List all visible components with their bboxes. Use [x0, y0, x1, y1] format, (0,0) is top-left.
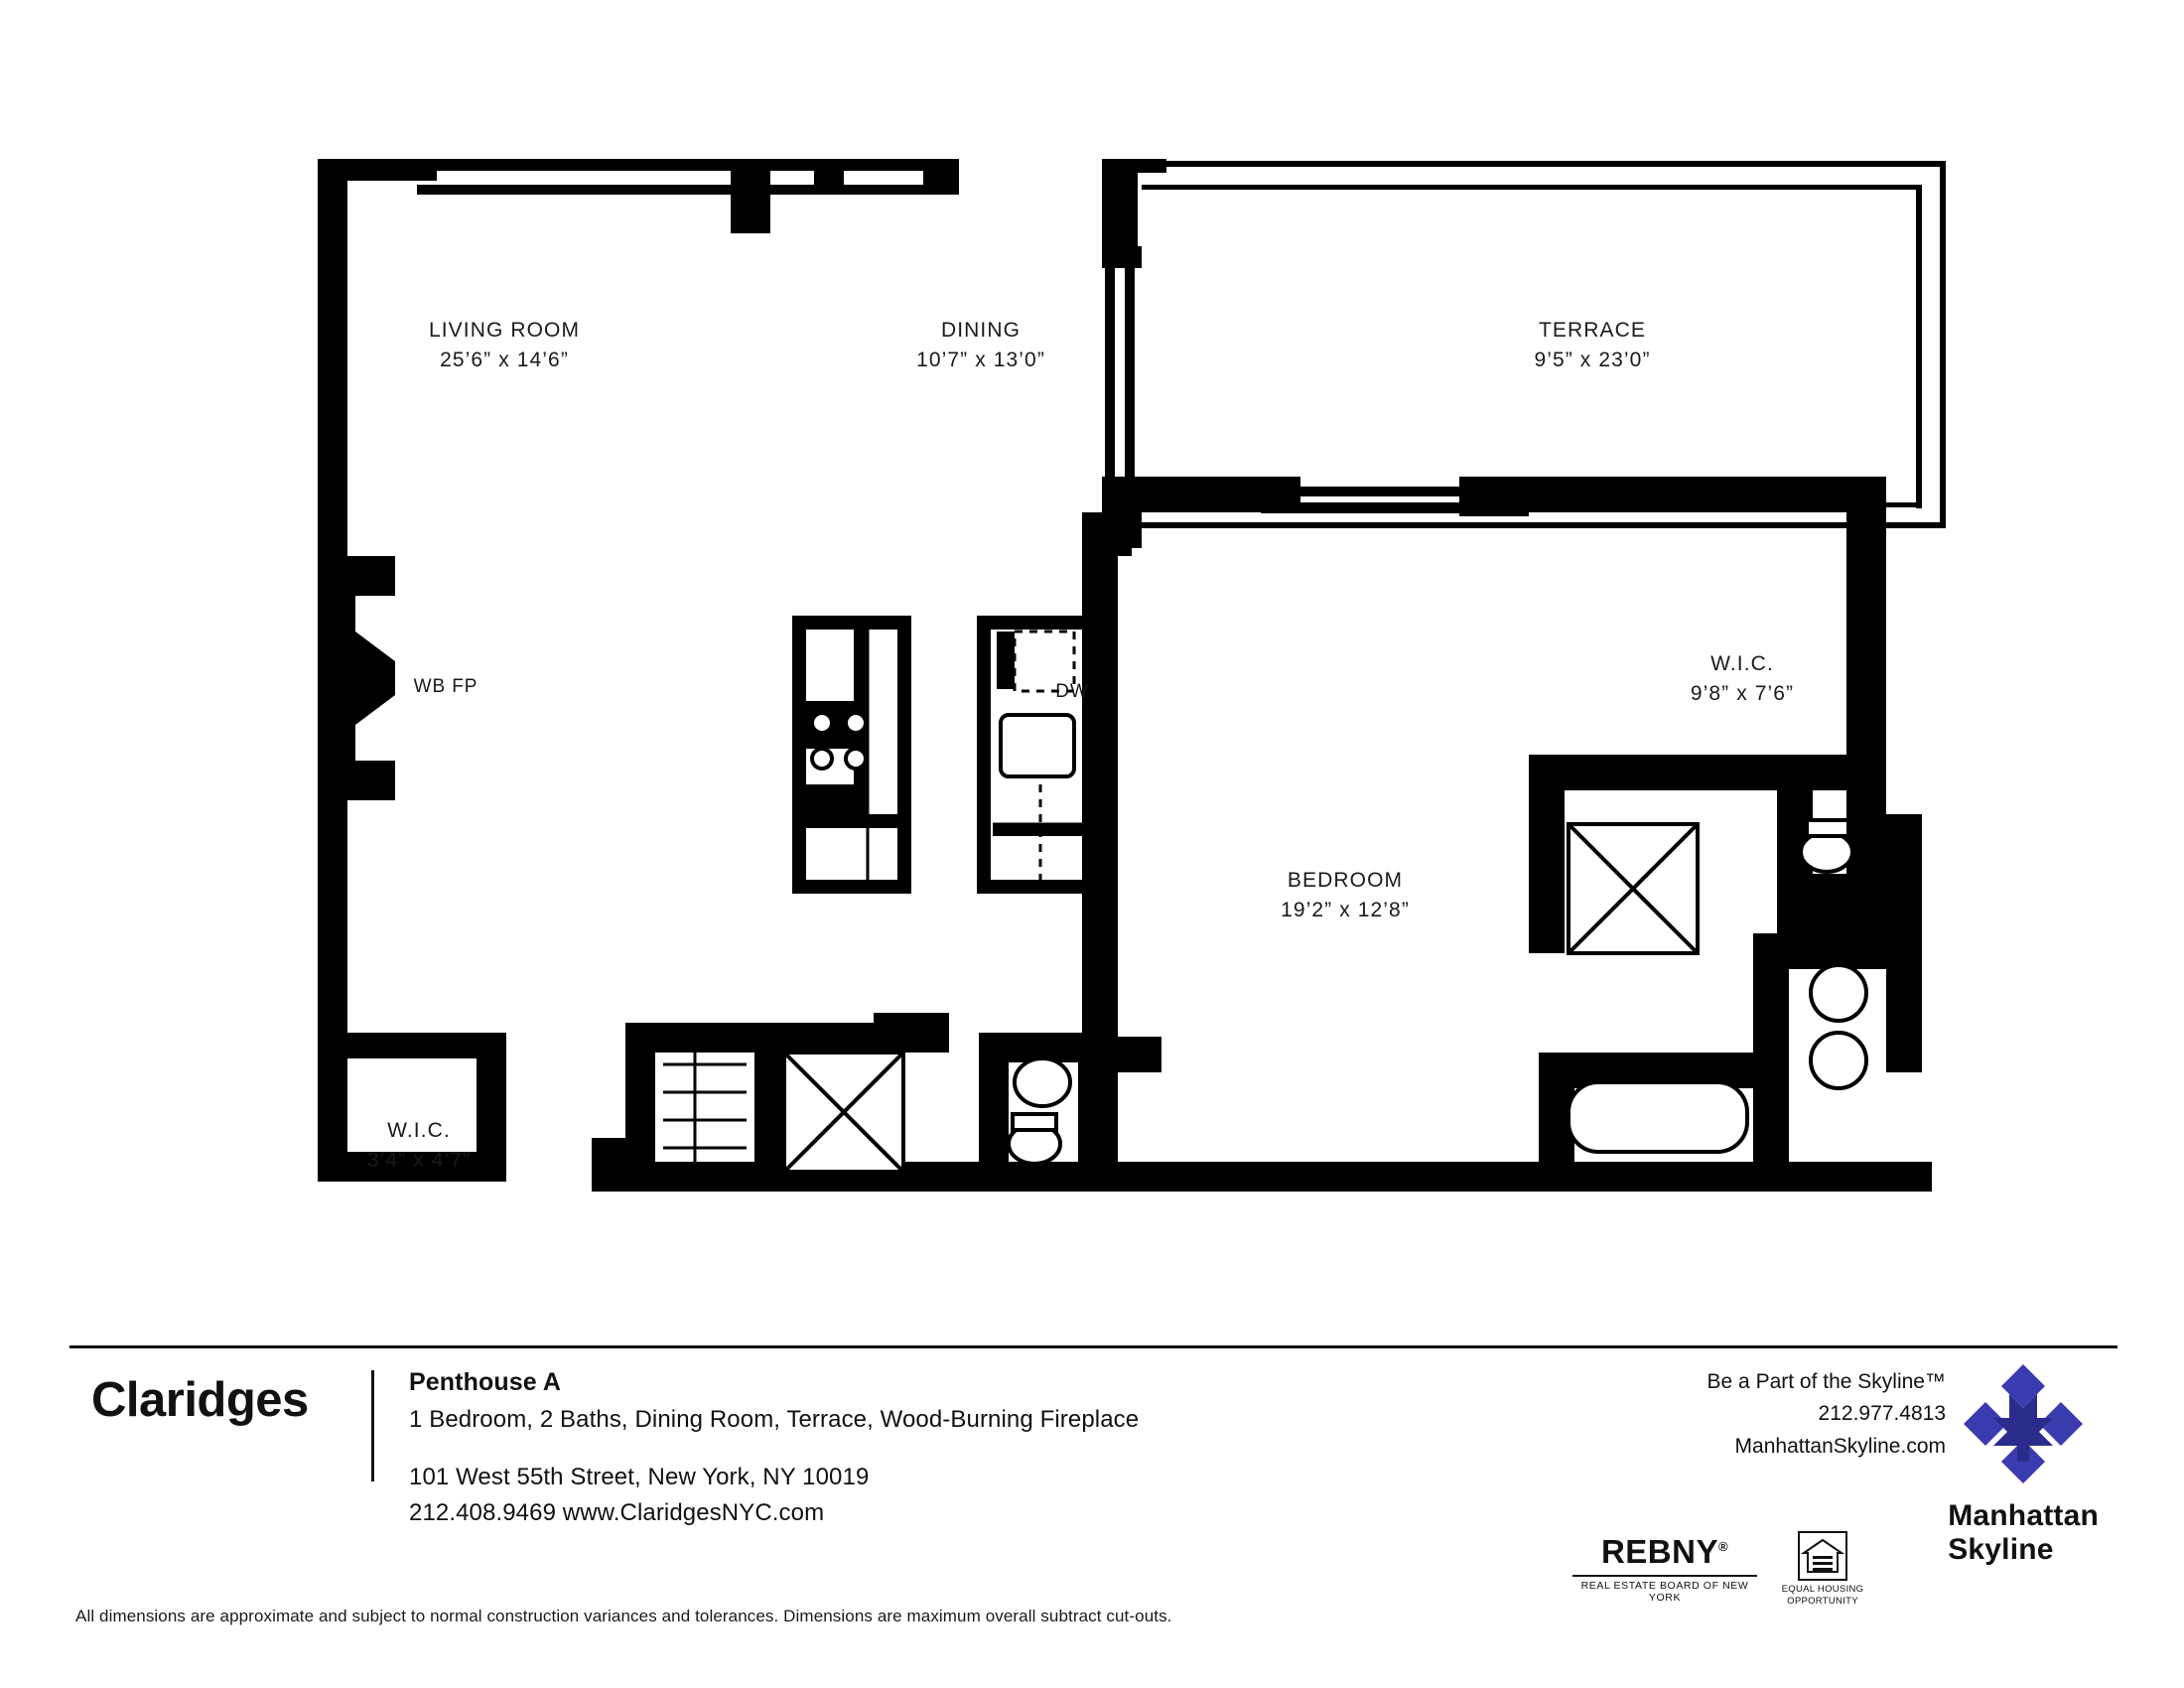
rebny-subtitle: REAL ESTATE BOARD OF NEW YORK — [1580, 1580, 1749, 1604]
room-name: TERRACE — [1538, 319, 1647, 342]
room-dimensions: 25’6” x 14’6” — [440, 348, 569, 371]
room-dimensions: 9’8” x 7’6” — [1690, 681, 1795, 705]
company-name-line1: Manhattan — [1948, 1499, 2099, 1532]
room-label — [782, 316, 1179, 375]
room-dimensions: 10’7” x 13’0” — [916, 348, 1045, 371]
room-name: W.I.C. — [387, 1119, 451, 1142]
building-brand: Claridges — [91, 1373, 309, 1427]
rebny-rule — [1572, 1575, 1757, 1577]
room-name: LIVING ROOM — [428, 319, 581, 342]
fireplace-label: WB FP — [413, 676, 478, 697]
equal-housing-caption: EQUAL HOUSING OPPORTUNITY — [1781, 1584, 1864, 1607]
room-dimensions: 3’4” x 4’7” — [366, 1148, 472, 1172]
footer — [0, 1321, 2184, 1688]
equal-housing-logo — [1771, 1531, 1874, 1608]
room-dimensions: 9’5” x 23’0” — [1534, 348, 1651, 371]
footer-vertical-divider — [371, 1370, 374, 1481]
room-name: BEDROOM — [1287, 869, 1404, 892]
skyline-phone: 212.977.4813 — [1818, 1402, 1946, 1426]
building-contact: 212.408.9469 www.ClaridgesNYC.com — [409, 1499, 825, 1526]
room-label — [220, 1116, 617, 1176]
building-address: 101 West 55th Street, New York, NY 10019 — [409, 1464, 870, 1490]
room-label — [1544, 649, 1941, 709]
rebny-logo — [1572, 1533, 1757, 1604]
room-name: DINING — [940, 319, 1022, 342]
skyline-website: ManhattanSkyline.com — [1734, 1434, 1946, 1458]
disclaimer-text: All dimensions are approximate and subject to normal construction variances and tolerances. Dimensions are maximum overall subtract cut-outs. — [75, 1607, 1172, 1625]
rebny-mark: REBNY® — [1600, 1533, 1729, 1570]
dishwasher-label: DW — [1055, 681, 1089, 702]
unit-info — [409, 1368, 1461, 1527]
equal-housing-icon — [1798, 1531, 1847, 1581]
company-name-line2: Skyline — [1948, 1532, 2054, 1566]
room-name: W.I.C. — [1710, 652, 1774, 675]
skyline-contact-block — [1707, 1366, 1946, 1463]
room-dimensions: 19’2” x 12’8” — [1281, 898, 1410, 921]
skyline-tagline: Be a Part of the Skyline™ — [1706, 1370, 1946, 1393]
company-wordmark — [1948, 1499, 2099, 1566]
unit-description: 1 Bedroom, 2 Baths, Dining Room, Terrace, Wood-Burning Fireplace — [409, 1406, 1140, 1433]
room-label — [1394, 316, 1791, 375]
manhattan-skyline-logo-icon — [1954, 1358, 2093, 1489]
room-label — [1147, 866, 1544, 925]
unit-name: Penthouse A — [409, 1368, 561, 1396]
footer-divider — [69, 1345, 2117, 1348]
